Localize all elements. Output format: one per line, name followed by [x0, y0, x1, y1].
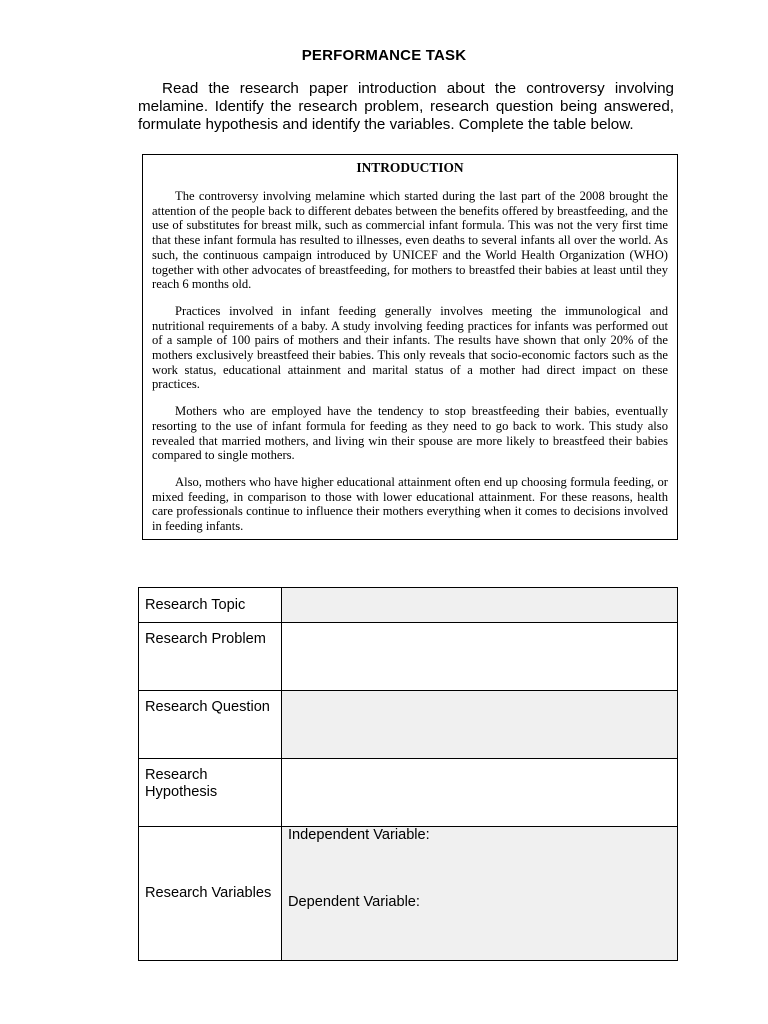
answer-research-problem[interactable] [282, 623, 678, 691]
introduction-paragraph-4: Also, mothers who have higher educational attainment often end up choosing formula feeding, or mixed feeding, in comparison to those with lower educational attainment. For these reasons, health care professionals continue to influence their mothers everything when it comes to decisions involved in feeding infants. [152, 474, 668, 534]
introduction-heading: INTRODUCTION [356, 160, 464, 175]
page-title: PERFORMANCE TASK [301, 47, 467, 64]
answer-research-question[interactable] [282, 691, 678, 759]
table-row-variables [139, 827, 678, 961]
dependent-variable-label: Dependent Variable: [288, 894, 420, 910]
instructions-text: Read the research paper introduction about the controversy involving melamine. Identify the research problem, research question being answered, formulate hypothesis and identify the variables. Complete the table below. [138, 80, 674, 133]
table-row-question [139, 691, 678, 759]
label-research-problem: Research Problem [139, 623, 282, 691]
introduction-paragraph-2: Practices involved in infant feeding generally involves meeting the immunological and nutritional requirements of a baby. A study involving feeding practices for infants was performed out of a sample of 100 pairs of mothers and their infants. The results have shown that only 20% of the mothers exclusively breastfeed their babies. This only reveals that socio-economic factors such as the work status, educational attainment and marital status of a mother had direct impact on these practices. [152, 303, 668, 392]
label-research-variables: Research Variables [139, 827, 282, 961]
label-research-hypothesis: Research Hypothesis [139, 759, 282, 827]
independent-variable-label: Independent Variable: [288, 827, 430, 843]
table-row-hypothesis [139, 759, 678, 827]
table-row-problem [139, 623, 678, 691]
table-row-topic [139, 588, 678, 623]
label-research-topic: Research Topic [139, 588, 282, 623]
answer-research-hypothesis[interactable] [282, 759, 678, 827]
answer-research-topic[interactable] [282, 588, 678, 623]
answer-research-variables[interactable] [282, 827, 678, 961]
introduction-paragraph-3: Mothers who are employed have the tendency to stop breastfeeding their babies, eventually resorting to the use of infant formula for feeding as they need to go back to work. This study also revealed that married mothers, and living win their spouse are more likely to breastfeed their babies compared to single mothers. [152, 404, 668, 463]
research-table [138, 587, 678, 961]
introduction-box [142, 154, 678, 540]
label-research-question: Research Question [139, 691, 282, 759]
introduction-paragraph-1: The controversy involving melamine which started during the last part of the 2008 brought the attention of the people back to different debates between the benefits offered by breastfeeding, and the use of substitutes for breast milk, such as commercial infant formula. This was not the very first time that these infant formula has resulted to illnesses, even deaths to several infants all over the world. As such, the continuous campaign introduced by UNICEF and the World Health Organization (WHO) together with other advocates of breastfeeding, for mothers to breastfed their babies at least until they reach 6 months old. [152, 189, 668, 292]
